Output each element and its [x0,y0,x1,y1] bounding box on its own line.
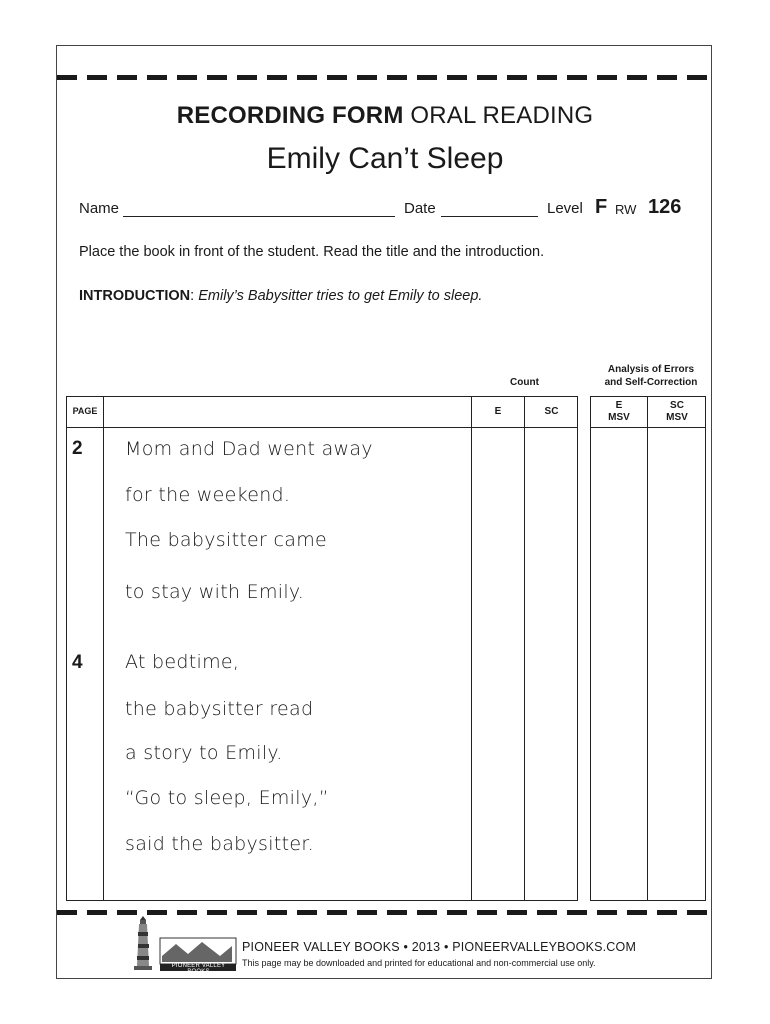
name-label: Name [79,200,120,217]
top-dashed-rule [57,75,711,80]
reading-table-header-rule [66,427,578,428]
text-line: the babysitter read [125,698,314,720]
count-header: Count [510,377,539,388]
level-label: Level [547,200,583,217]
reading-table [66,396,578,901]
text-line: Mom and Dad went away [125,438,373,460]
page-number: 2 [72,438,83,459]
introduction [79,288,482,304]
page-header: PAGE [72,406,98,416]
text-line: a story to Emily. [125,742,283,764]
text-column-rule [471,396,472,901]
footer-publisher-line: PIONEER VALLEY BOOKS • 2013 • PIONEERVALLEYBOOKS.COM [242,940,637,954]
analysis-header-line1: Analysis of Errors [607,364,695,375]
text-line: to stay with Emily. [125,581,305,603]
text-line: The babysitter came [125,529,327,551]
form-title [0,102,770,130]
bottom-dashed-rule [57,910,711,915]
sc-header: SC [544,406,559,417]
rw-label: RW [615,202,637,217]
sc-msv-header-line1: SC [670,400,684,411]
introduction-separator: : [190,288,199,304]
rw-value: 126 [648,196,682,218]
form-title-bold: RECORDING FORM [176,102,404,129]
logo-text: PIONEER VALLEY BOOKS [171,963,226,975]
text-line: for the weekend. [125,484,291,506]
page-number: 4 [72,652,83,673]
sc-msv-header-line2: MSV [666,412,688,423]
analysis-column-rule [647,396,648,901]
analysis-table [590,396,706,901]
form-title-rest: ORAL READING [403,102,594,129]
text-line: said the babysitter. [125,833,315,855]
analysis-header-line2: and Self-Correction [604,377,698,388]
name-field[interactable] [123,216,395,217]
instructions-text: Place the book in front of the student. Read the title and the introduction. [79,244,545,260]
footer-usage-note: This page may be downloaded and printed for educational and non-commercial use only. [242,958,596,968]
e-msv-header-line2: MSV [608,412,630,423]
introduction-text: Emily’s Babysitter tries to get Emily to sleep. [198,288,483,304]
level-value: F [595,196,608,218]
e-msv-header-line1: E [615,400,623,411]
text-line: At bedtime, [125,651,240,673]
text-line: “Go to sleep, Emily,” [125,787,329,809]
page-column-rule [103,396,104,901]
e-column-rule [524,396,525,901]
introduction-label: INTRODUCTION [79,288,191,304]
date-label: Date [404,200,436,217]
date-field[interactable] [441,216,538,217]
book-title: Emily Can’t Sleep [266,142,504,175]
analysis-table-header-rule [590,427,706,428]
e-header: E [494,406,502,417]
